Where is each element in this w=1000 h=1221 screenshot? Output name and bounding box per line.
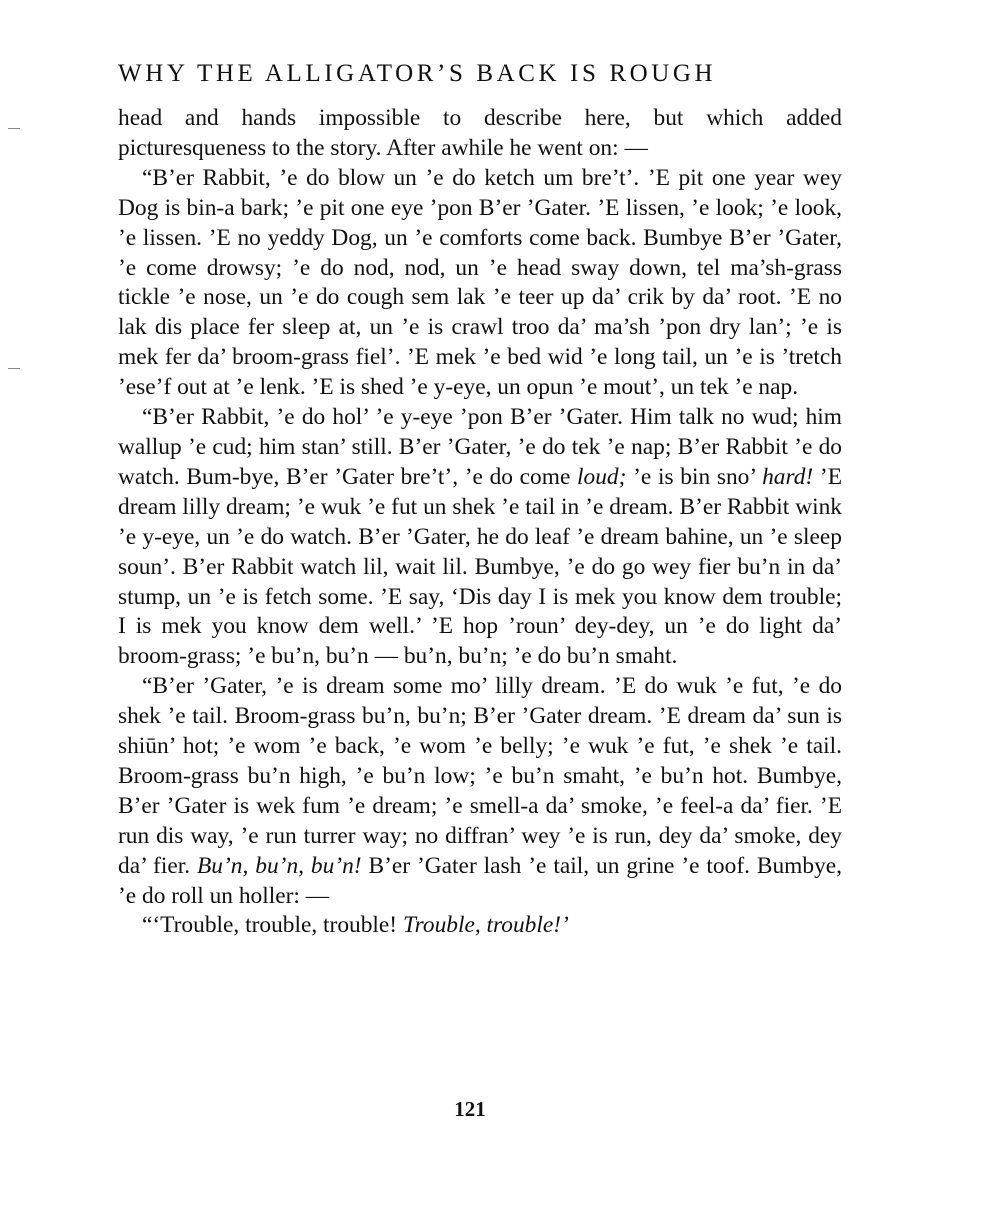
margin-mark: [8, 368, 20, 369]
italic-text: Trouble, trouble!’: [402, 912, 569, 939]
running-header: WHY THE ALLIGATOR’S BACK IS ROUGH: [118, 60, 717, 87]
text-run: ’e is bin sno’: [626, 463, 763, 490]
paragraph: [118, 104, 842, 164]
paragraph: [118, 672, 842, 911]
body-text: [118, 104, 842, 941]
text-run: “‘Trouble, trouble, trouble!: [142, 912, 403, 939]
paragraph: [118, 403, 842, 672]
paragraph: [118, 911, 842, 941]
text-run: “B’er ’Gater, ’e is dream some mo’ lilly dream. ’E do wuk ’e fut, ’e do shek ’e tail. Broom-grass bu’n, bu’n; B’er ’Gater dream. ’E dream da’ sun is shiūn’ hot; ’e wom ’e back, ’e wom ’e belly; ’e wuk ’e fut, ’e shek ’e tail. Broom-grass bu’n high, ’e bu’n low; ’e bu’n smaht, ’e bu’n hot. Bumbye, B’er ’Gater is wek fum ’e dream; ’e smell-a da’ smoke, ’e feel-a da’ fier. ’E run dis way, ’e run turrer way; no diffran’ wey ’e is run, dey da’ smoke, dey da’ fier.: [118, 673, 842, 879]
text-run: B’er ’Gater lash ’e tail, un grine ’e toof. Bumbye, ’e do roll un holler: —: [118, 852, 842, 909]
paragraph: [118, 164, 842, 403]
text-run: ’E dream lilly dream; ’e wuk ’e fut un shek ’e tail in ’e dream. B’er Rabbit wink ’e y-eye, un ’e do watch. B’er ’Gater, he do leaf ’e dream bahine, un ’e sleep soun’. B’er Rabbit watch lil, wait lil. Bumbye, ’e do go wey fier bu’n in da’ stump, un ’e is fetch some. ’E say, ‘Dis day I is mek you know dem trouble; I is mek you know dem well.’ ’E hop ’roun’ dey-dey, un ’e do light da’ broom-grass; ’e bu’n, bu’n — bu’n, bu’n; ’e do bu’n smaht.: [118, 463, 842, 670]
italic-text: hard!: [762, 463, 814, 490]
italic-text: loud;: [577, 463, 627, 490]
text-run: “B’er Rabbit, ’e do blow un ’e do ketch um bre’t’. ’E pit one year wey Dog is bin-a bark; ’e pit one eye ’pon B’er ’Gater. ’E lissen, ’e look; ’e look, ’e lissen. ’E no yeddy Dog, un ’e comforts come back. Bumbye B’er ’Gater, ’e come drowsy; ’e do nod, nod, un ’e head sway down, tel ma’sh-grass tickle ’e nose, un ’e do cough sem lak ’e teer up da’ crik by da’ root. ’E no lak dis place fer sleep at, un ’e is crawl troo da’ ma’sh ’pon dry lan’; ’e is mek fer da’ broom-grass fiel’. ’E mek ’e bed wid ’e long tail, un ’e is ’tretch ’ese’f out at ’e lenk. ’E is shed ’e y-eye, un opun ’e mout’, un tek ’e nap.: [118, 164, 842, 401]
italic-text: Bu’n, bu’n, bu’n!: [197, 852, 362, 879]
page-number: 121: [454, 1097, 486, 1121]
margin-mark: [8, 128, 20, 129]
text-run: head and hands impossible to describe here, but which added picturesqueness to the story. After awhile he went on: —: [118, 105, 842, 161]
text-run: “B’er Rabbit, ’e do hol’ ’e y-eye ’pon B’er ’Gater. Him talk no wud; him wallup ’e cud; him stan’ still. B’er ’Gater, ’e do tek ’e nap; B’er Rabbit ’e do watch. Bum-bye, B’er ’Gater bre’t’, ’e do come: [118, 404, 842, 490]
